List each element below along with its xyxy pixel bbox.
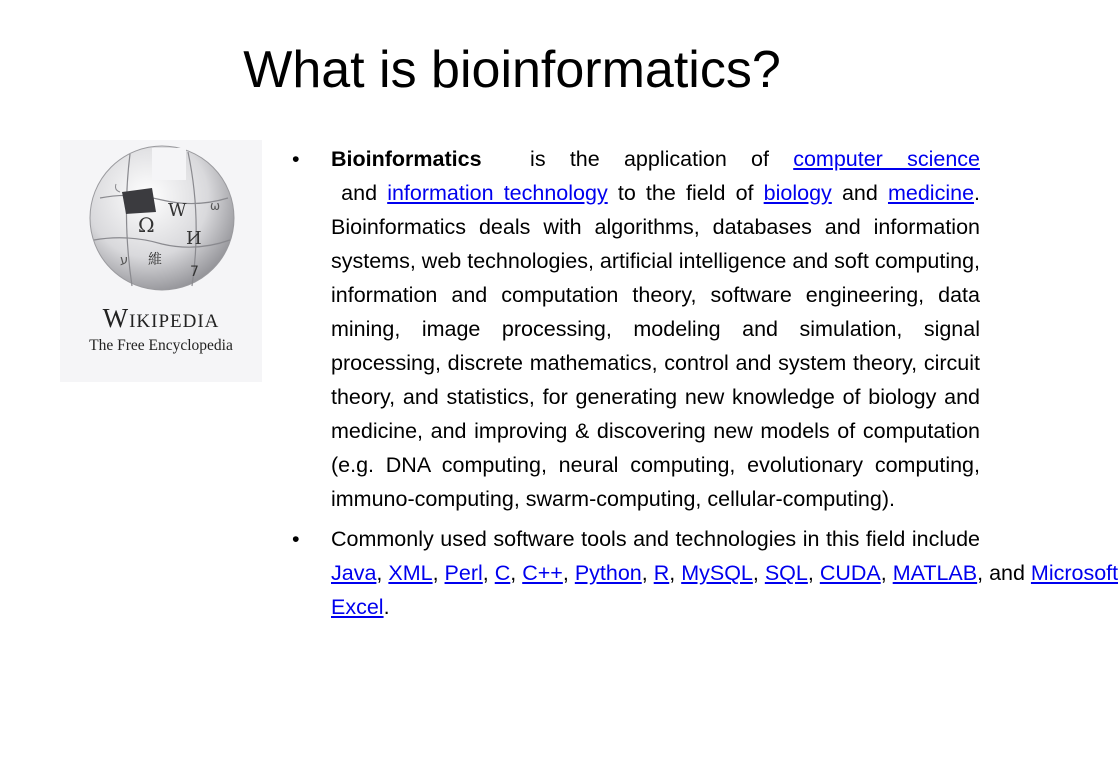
link-medicine[interactable]: medicine [887, 181, 975, 205]
link-matlab[interactable]: MATLAB [892, 561, 978, 585]
slide-title: What is bioinformatics? [243, 41, 781, 99]
bullet-list [292, 142, 1118, 624]
link-r[interactable]: R [653, 561, 670, 585]
logo-wordmark: Wikipedia [102, 303, 220, 333]
wikipedia-logo [60, 140, 262, 382]
link-biology[interactable]: biology [763, 181, 832, 205]
link-perl[interactable]: Perl [444, 561, 483, 585]
svg-text:Ω: Ω [138, 213, 155, 237]
svg-text:ω: ω [210, 199, 221, 213]
link-cpp[interactable]: C++ [522, 561, 563, 585]
bullet-item-tools: • Commonly used software tools and technologies in this field include Java, XML, Perl, C, C++, Python, R, MySQL, SQL, CUDA, MATLAB, and Microsoft Excel. [292, 522, 980, 624]
link-microsoft-excel[interactable]: Microsoft Excel [331, 561, 1118, 619]
svg-text:W: W [168, 200, 187, 221]
link-mysql[interactable]: MySQL [681, 561, 753, 585]
term-bioinformatics: Bioinformatics [331, 147, 482, 171]
link-python[interactable]: Python [574, 561, 642, 585]
link-xml[interactable]: XML [388, 561, 433, 585]
svg-text:ע: ע [120, 253, 129, 268]
link-information-technology[interactable]: information technology [387, 181, 608, 205]
svg-text:7: 7 [190, 264, 199, 280]
link-computer-science[interactable]: computer science [793, 147, 980, 171]
bullet-marker: • [292, 147, 300, 171]
svg-text:И: И [186, 228, 202, 249]
link-sql[interactable]: SQL [764, 561, 808, 585]
bullet-marker: • [292, 527, 300, 551]
wikipedia-puzzle-globe-icon [60, 140, 262, 300]
bullet-list-container [292, 142, 1118, 630]
bullet-item-definition: • Bioinformatics is the application of computer science and information technology to the field of biology and medicine. Bioinformatics deals with algorithms, databases and information systems, web technologies, artificial intelligence and soft computing, information and computation theory, software engineering, data mining, image processing, modeling and simulation, signal processing, discrete mathematics, control and system theory, circuit theory, and statistics, for generating new knowledge of biology and medicine, and improving & discovering new models of computation (e.g. DNA computing, neural computing, evolutionary computing, immuno-computing, swarm-computing, cellular-computing). [292, 142, 980, 516]
link-c[interactable]: C [494, 561, 511, 585]
svg-text:維: 維 [148, 252, 162, 268]
logo-tagline: The Free Encyclopedia [89, 337, 233, 354]
link-cuda[interactable]: CUDA [819, 561, 881, 585]
link-java[interactable]: Java [331, 561, 377, 585]
